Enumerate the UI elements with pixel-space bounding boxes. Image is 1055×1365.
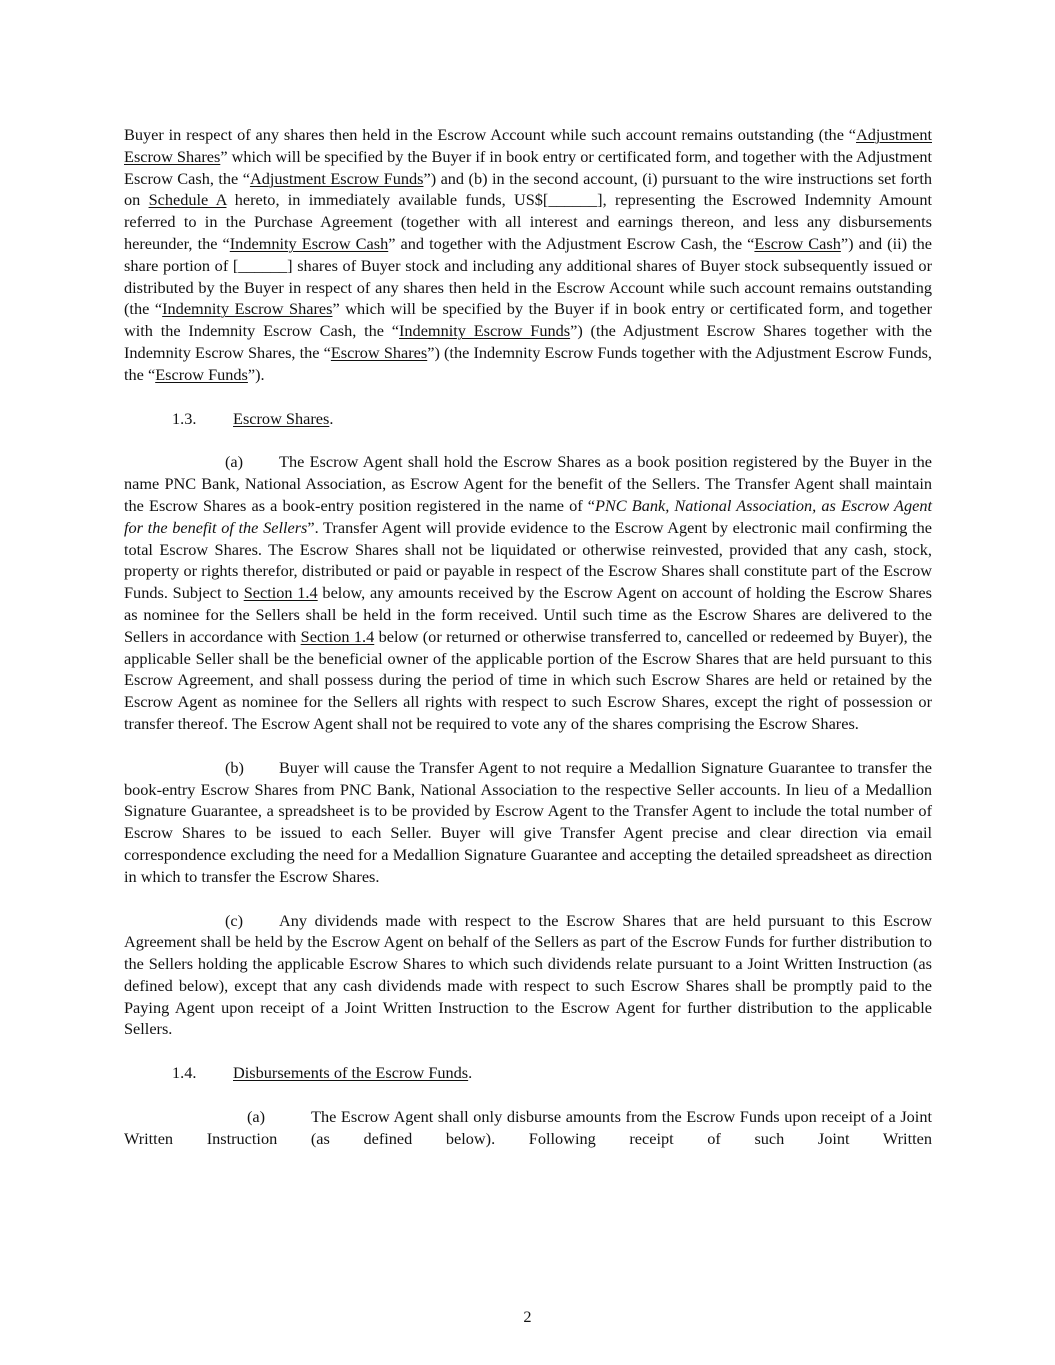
section-number: 1.3. xyxy=(172,408,197,428)
section-heading-1-4: 1.4. Disbursements of the Escrow Funds. xyxy=(172,1063,473,1083)
section-reference: Section 1.4 xyxy=(300,626,375,646)
defined-term: Adjustment Escrow Shares xyxy=(124,125,932,166)
defined-term: Indemnity Escrow Shares xyxy=(162,299,333,319)
section-title: Escrow Shares xyxy=(233,408,330,428)
paragraph-1-4-a: (a) The Escrow Agent shall only disburse amounts from the Escrow Funds upon receipt of a Joint Written Instruction (as defined below). Following receipt of such Joint Written xyxy=(124,1107,932,1148)
defined-term: Indemnity Escrow Cash xyxy=(229,233,389,253)
defined-term: Escrow Funds xyxy=(155,364,248,384)
paragraph-1-3-b: (b) Buyer will cause the Transfer Agent to not require a Medallion Signature Guarantee to transfer the book-entry Escrow Shares from PNC Bank, National Association to the respective Seller accounts. In lieu of a Medallion Signature Guarantee, a spreadsheet is to be provided by Escrow Agent to the Transfer Agent to include the total number of Escrow Shares to be issued to each Seller. Buyer will give Transfer Agent precise and clear direction via email correspondence excluding the need for a Medallion Signature Guarantee and accepting the detailed spreadsheet as direction in which to transfer the Escrow Shares. xyxy=(124,757,932,886)
subparagraph-label: (b) xyxy=(225,757,244,777)
paragraph-1-3-c: (c) Any dividends made with respect to the Escrow Shares that are held pursuant to this Escrow Agreement shall be held by the Escrow Agent on behalf of the Sellers as part of the Escrow Funds for further distribution to the Sellers holding the applicable Escrow Shares to which such dividends relate pursuant to a Joint Written Instruction (as defined below), except that any cash dividends made with respect to such Escrow Shares shall be promptly paid to the Paying Agent upon receipt of a Joint Written Instruction to the Escrow Agent for further distribution to the applicable Sellers. xyxy=(124,910,932,1039)
section-reference: Section 1.4 xyxy=(243,583,318,603)
section-title: Disbursements of the Escrow Funds xyxy=(233,1063,469,1083)
section-heading-1-3: 1.3. Escrow Shares. xyxy=(172,408,334,428)
defined-term: Escrow Shares xyxy=(330,342,428,362)
defined-term: Escrow Cash xyxy=(754,233,841,253)
subparagraph-label: (a) xyxy=(225,452,244,472)
schedule-reference: Schedule A xyxy=(148,190,227,210)
paragraph-1-3-a: (a) The Escrow Agent shall hold the Escrow Shares as a book position registered by the Buyer in the name PNC Bank, National Association, as Escrow Agent for the benefit of the Sellers. The Transfer Agent shall maintain the Escrow Shares as a book-entry position registered in the name of “PNC Bank, National Association, as Escrow Agent for the benefit of the Sellers”. Transfer Agent will provide evidence to the Escrow Agent by electronic mail confirming the total Escrow Shares. The Escrow Shares shall not be liquidated or otherwise reinvested, provided that any cash, stock, property or rights therefor, distributed or paid or payable in respect of the Escrow Shares shall constitute part of the Escrow Funds. Subject to Section 1.4 below, any amounts received by the Escrow Agent on account of holding the Escrow Shares as nominee for the Sellers shall be held in the form received. Until such time as the Escrow Shares are delivered to the Sellers in accordance with Section 1.4 below (or returned or otherwise transferred to, cancelled or redeemed by Buyer), the applicable Seller shall be the beneficial owner of the applicable portion of the Escrow Shares that are held pursuant to this Escrow Agreement, and shall possess during the period of time in which such Escrow Shares are held or retained by the Escrow Agent as nominee for the Sellers all rights with respect to such Escrow Shares, except the right of possession or transfer thereof. The Escrow Agent shall not be required to vote any of the shares comprising the Escrow Shares. xyxy=(124,452,933,733)
subparagraph-label: (a) xyxy=(247,1107,266,1127)
italic-registration-name: PNC Bank, National Association, as Escrow Agent for the benefit of the Sellers xyxy=(124,495,932,537)
document-page xyxy=(124,124,932,1150)
defined-term: Indemnity Escrow Funds xyxy=(399,321,571,341)
page-number: 2 xyxy=(523,1307,532,1326)
paragraph-escrow-funds-definitions: Buyer in respect of any shares then held in the Escrow Account while such account remains outstanding (the “Adjustment Escrow Shares” which will be specified by the Buyer if in book entry or certificated form, and together with the Adjustment Escrow Cash, the “Adjustment Escrow Funds”) and (b) in the second account, (i) pursuant to the wire instructions set forth on Schedule A hereto, in immediately available funds, US$[______], representing the Escrowed Indemnity Amount referred to in the Purchase Agreement (together with all interest and earnings thereon, and less any disbursements hereunder, the “Indemnity Escrow Cash” and together with the Adjustment Escrow Cash, the “Escrow Cash”) and (ii) the share portion of [______] shares of Buyer stock and including any additional shares of Buyer stock subsequently issued or distributed by the Buyer in respect of any shares then held in the Escrow Account while such account remains outstanding (the “Indemnity Escrow Shares” which will be specified by the Buyer if in book entry or certificated form, and together with the Indemnity Escrow Cash, the “Indemnity Escrow Funds”) (the Adjustment Escrow Shares together with the Indemnity Escrow Shares, the “Escrow Shares”) (the Indemnity Escrow Funds together with the Adjustment Escrow Funds, the “Escrow Funds”). xyxy=(124,125,933,384)
subparagraph-label: (c) xyxy=(225,910,244,930)
defined-term: Adjustment Escrow Funds xyxy=(249,168,424,188)
section-number: 1.4. xyxy=(172,1063,197,1083)
